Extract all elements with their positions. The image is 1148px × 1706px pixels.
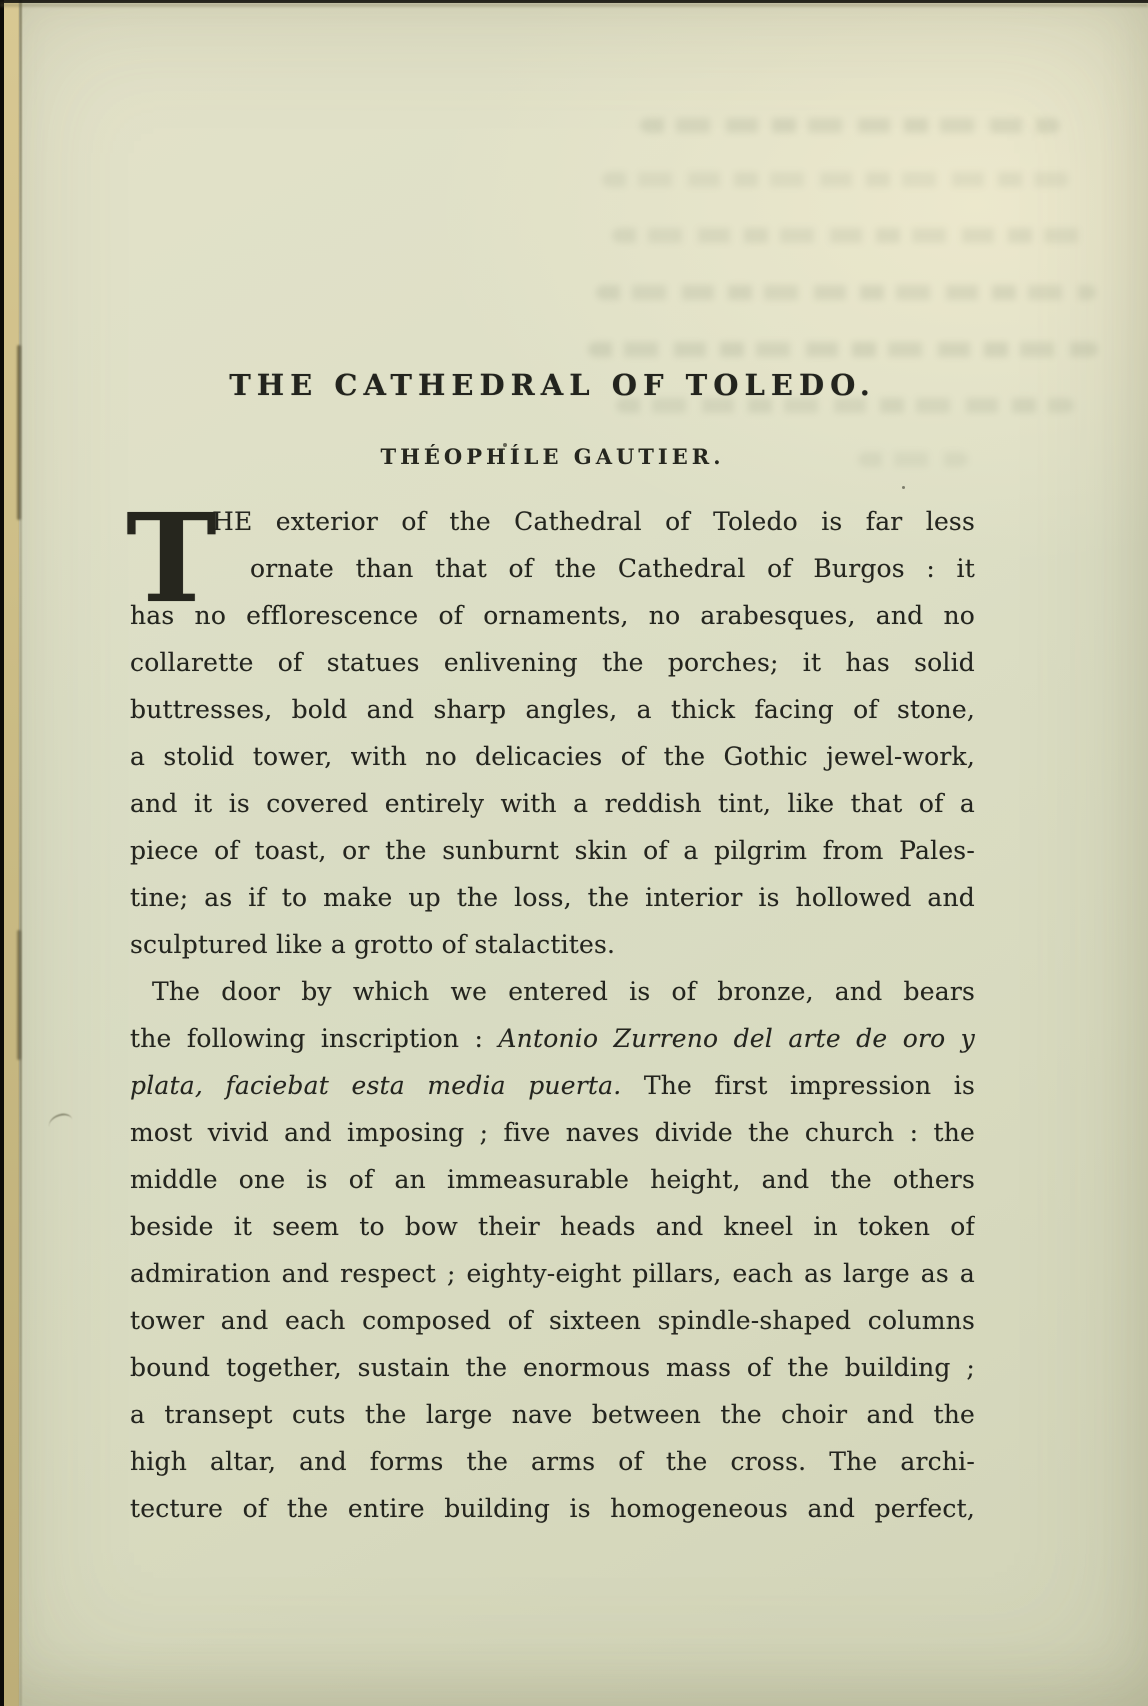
showthrough-line — [602, 172, 1070, 187]
text-line: collarette of statues enlivening the porches; it has solid — [130, 648, 975, 677]
gutter-shadow — [17, 930, 21, 1060]
gutter-shadow — [17, 345, 21, 520]
pencil-squiggle — [47, 1112, 73, 1127]
text-line: and it is covered entirely with a reddish tint, like that of a — [130, 789, 975, 818]
showthrough-line — [596, 285, 1096, 300]
text-line: tine; as if to make up the loss, the interior is hollowed and — [130, 883, 975, 912]
text-line: HE exterior of the Cathedral of Toledo is far less — [212, 507, 975, 536]
text-line — [130, 1062, 975, 1109]
text-line: middle one is of an immeasurable height, and the others — [130, 1165, 975, 1194]
text-line: a stolid tower, with no delicacies of the Gothic jewel-work, — [130, 742, 975, 771]
inscription-italic: Antonio Zurreno del arte de oro y — [498, 1024, 975, 1053]
text-line: bound together, sustain the enormous mass of the building ; — [130, 1353, 975, 1382]
chapter-title: THE CATHEDRAL OF TOLEDO. — [229, 368, 876, 402]
text-line: most vivid and imposing ; five naves divide the church : the — [130, 1118, 975, 1147]
text-line: piece of toast, or the sunburnt skin of a pilgrim from Pales- — [130, 836, 975, 865]
page-left-tan-edge — [4, 0, 19, 1706]
page-top-edge-shadow — [0, 3, 1148, 7]
showthrough-line — [612, 228, 1090, 243]
showthrough-line — [640, 118, 1060, 133]
text-line: high altar, and forms the arms of the cross. The archi- — [130, 1447, 975, 1476]
text-line: The door by which we entered is of bronze, and bears — [152, 977, 975, 1006]
text-line — [130, 1015, 975, 1062]
author-name: THÉOPHÍLE GAUTIER. — [380, 444, 725, 469]
text-line: admiration and respect ; eighty-eight pillars, each as large as a — [130, 1259, 975, 1288]
text-line: buttresses, bold and sharp angles, a thick facing of stone, — [130, 695, 975, 724]
text-line: beside it seem to bow their heads and kneel in token of — [130, 1212, 975, 1241]
text-line: tower and each composed of sixteen spindle-shaped columns — [130, 1306, 975, 1335]
text-segment: The first impression is — [643, 1071, 975, 1100]
ink-speck — [902, 486, 905, 489]
showthrough-line — [588, 342, 1098, 357]
dropcap-initial: T — [126, 486, 217, 630]
text-line: tecture of the entire building is homogeneous and perfect, — [130, 1494, 975, 1523]
text-line: has no efflorescence of ornaments, no arabesques, and no — [130, 601, 975, 630]
body-text — [130, 498, 975, 1532]
text-line: sculptured like a grotto of stalactites. — [130, 930, 616, 959]
text-line: ornate than that of the Cathedral of Burgos : it — [250, 554, 975, 583]
page-gutter-seam — [19, 0, 22, 1706]
text-segment: the following inscription : — [130, 1024, 499, 1053]
text-line: a transept cuts the large nave between the choir and the — [130, 1400, 975, 1429]
inscription-italic: plata, faciebat esta media puerta. — [130, 1071, 644, 1100]
